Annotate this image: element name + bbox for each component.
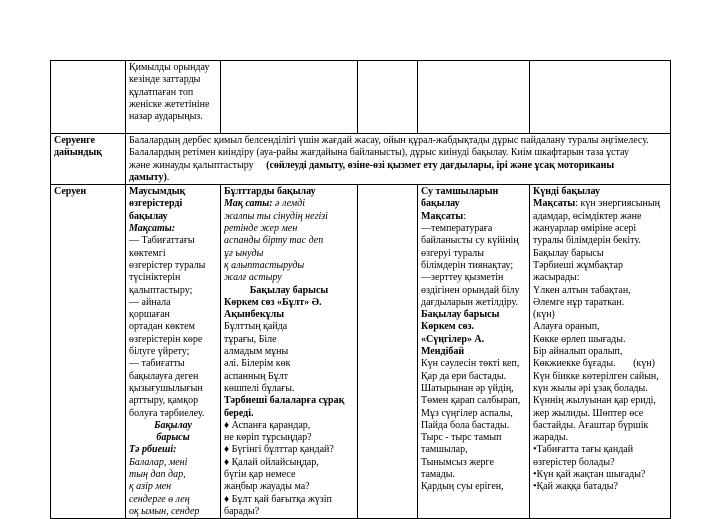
poem-line: Тынымсыз жерге [421, 456, 494, 468]
riddle-line: Бір айналып оралып, [533, 346, 623, 358]
goal-line [421, 211, 526, 223]
poem-line: Қардың суы еріген, [421, 481, 504, 493]
poem-heading: Көркем сөз. [421, 321, 475, 333]
table-cell [418, 61, 530, 134]
goal-line: білуге үйрету; [129, 346, 190, 358]
goal-line: — Табиғаттағы [129, 235, 195, 247]
goal-line: қоршаған [129, 309, 170, 321]
walk-seasonal-changes-cell [126, 185, 221, 519]
question-line: ♦ Бұлт қай бағытқа жүзіп [224, 493, 332, 505]
poem-line: Мұз сүңгілер аспалы, [421, 407, 513, 419]
goal-line: жалпы ты сінудің негізі [224, 210, 328, 222]
walk-sun-cell [530, 185, 671, 519]
teacher-line: Балалар, мені [129, 456, 188, 468]
activity-title-line: бақылау [421, 198, 460, 210]
goal-line: арттыру, қамқор [129, 395, 199, 407]
table-cell [221, 61, 358, 134]
observation-heading: барысы [156, 432, 190, 444]
goal-line: бақылауға деген [129, 370, 199, 382]
prep-period: . [166, 171, 170, 183]
goal-label: Мақсаты: [129, 223, 176, 235]
question-line: не көріп тұрсыңдар? [224, 432, 312, 444]
poem-line: аспанның Бұлт [224, 370, 289, 382]
goal-line: жалғ астыру [224, 272, 282, 284]
activity-title-line: Су тамшыларын [421, 186, 499, 198]
goal-line: — айнала [129, 296, 171, 308]
question-line: •Қай жаққа батады? [533, 481, 618, 493]
row-label-walk: Серуен [51, 185, 126, 519]
table-cell [126, 61, 221, 134]
teacher-line: оқ ымын, сендер [129, 505, 200, 517]
question-line: бүгін қар немесе [224, 469, 296, 481]
poem-line: тамады. [421, 469, 455, 481]
goal-line: қ алыптастыруды [224, 259, 305, 271]
poem-line: Пайда бола бастады. [421, 419, 510, 431]
cell-text-line: женіске жететініне [129, 98, 210, 110]
poem-heading: Көркем сөз «Бұлт» Ә. [224, 296, 322, 308]
questions-heading: береді. [224, 407, 254, 419]
teacher-line: сендерге ө лең [129, 493, 190, 505]
poem-heading: Ақынбекұлы [224, 309, 285, 321]
text-line: Күннің жылуынан қар ериді, [533, 395, 656, 407]
poem-line: Бұлттың қайда [224, 321, 288, 333]
riddle-line: Көкжиекке бұғады. (күн) [533, 358, 655, 370]
riddle-line: Әлемге нұр тараткан. [533, 296, 625, 308]
text-line: күн жылы әрі ұзақ болады. [533, 382, 648, 394]
cell-text-line: кезінде заттарды [129, 74, 201, 86]
goal-line: ортадан көктем [129, 321, 195, 333]
table-row [51, 185, 671, 519]
activity-title: Бұлттарды бақылау [224, 186, 316, 198]
text-line: Күн біикке көтерілген сайын, [533, 370, 659, 382]
teacher-label: Тә рбиеші: [129, 444, 177, 456]
goal-text: : күн энергиясының [575, 198, 660, 210]
goal-line: жануарлар өміріне әсері [533, 223, 637, 235]
question-line: •Күн қай жақтан шығады? [533, 469, 646, 481]
goal-line: —температураға [421, 223, 493, 235]
question-line: ♦ Аспанға қарандар, [224, 419, 311, 431]
goal-line: туралы білімдерін бекіту. [533, 235, 641, 247]
walk-clouds-cell [221, 185, 358, 519]
goal-line: болуға тәрбиелеу. [129, 407, 205, 419]
preparation-text-cell [126, 134, 671, 185]
goal-label: Мақ саты: [224, 198, 273, 210]
goal-text: ә лемді [275, 198, 306, 210]
poem-line: көшпелі бұлағы. [224, 382, 295, 394]
goal-line: —зерттеу қызметін [421, 272, 504, 284]
goal-line: өзгерістер туралы [129, 259, 206, 271]
goal-line: қалыптастыру; [129, 284, 193, 296]
question-line: өзгерістер болады? [533, 456, 615, 468]
goal-line: аспанды бірту тас деп [224, 235, 324, 247]
poem-line: Қар да ери бастады. [421, 370, 507, 382]
poem-line: тамшылар, [421, 444, 468, 456]
activity-title-line: бақылау [129, 210, 168, 222]
poem-line: Төмен қарап салбырап, [421, 395, 521, 407]
prep-text-line [129, 160, 667, 172]
table-row [51, 61, 671, 134]
prep-skills-note: (сөйлеуді дамыту, өзіне-өзі қызмет ету дағдылары, ірі және ұсақ моториканы [266, 159, 615, 171]
prep-skills-note-end: дамыту) [129, 171, 167, 183]
prep-text-line [129, 172, 667, 184]
riddle-answer: (күн) [533, 309, 555, 321]
question-line: •Табиғатта тағы қандай [533, 444, 634, 456]
teacher-line: қ азір мен [129, 481, 172, 493]
cell-text-line: назар аударыңыз. [129, 111, 203, 123]
table-cell [51, 61, 126, 134]
poem-heading: Мендібай [421, 346, 465, 358]
activity-title-line: Маусымдық [129, 186, 186, 198]
question-line: ♦ Бүгінгі бұлттар қандай? [224, 444, 334, 456]
goal-line: адамдар, өсімдіктер және [533, 210, 642, 222]
goal-line: өзгерістерін көре [129, 333, 203, 345]
poem-line: тұрағы, Біле [224, 333, 277, 345]
poem-line: Шатырынан әр үйдің, [421, 382, 514, 394]
daily-plan-table [50, 60, 671, 519]
riddle-line: Көкке өрлеп шығады. [533, 333, 626, 345]
goal-line: байланысты су күйінің [421, 235, 519, 247]
goal-line: дағдыларын жетілдіру. [421, 296, 519, 308]
observation-heading: Бақылау [154, 419, 192, 431]
poem-heading: «Сүңгілер» А. [421, 333, 485, 345]
table-cell [358, 61, 418, 134]
prep-text-line: Балалардың ретімен киіндіру (ауа-райы жағдайына байланысты), дұрыс киінуді бақылау. Киім шкафтарын таза ұстау [129, 147, 629, 159]
observation-heading: Бақылау барысы [421, 309, 500, 321]
observation-heading: Бақылау барысы [249, 284, 329, 296]
goal-line: ұғ ынуды [224, 247, 264, 259]
poem-line: Күн сәулесін төкті кеп, [421, 358, 520, 370]
poem-line: әлі. Білерім көк [224, 358, 291, 370]
goal-line: жасырады: [533, 272, 580, 284]
prep-text-line: Балалардың дербес қимыл белсенділігі үшін жағдай жасау, ойын құрал-жабдықтады дұрыс пайдалану туралы әңгімелесу. [129, 135, 649, 146]
goal-line: көктемгі [129, 247, 166, 259]
walk-water-drops-cell [418, 185, 530, 519]
goal-line: өзгеруі туралы [421, 247, 484, 259]
activity-title-line: өзгерістерді [129, 198, 183, 210]
teacher-line: тың дап дар, [129, 469, 186, 481]
text-line: бастайды. Ағаштар бүршік [533, 419, 649, 431]
table-row [51, 134, 671, 185]
goal-line: Бақылау барысы [533, 247, 604, 259]
poem-line: алмадым мұны [224, 346, 289, 358]
goal-line: қызығушылығын [129, 382, 203, 394]
poem-line: Тырс - тырс тамып [421, 432, 502, 444]
riddle-line: Алауға оранып, [533, 321, 600, 333]
question-line: жаңбыр жауады ма? [224, 481, 310, 493]
question-line: барады? [224, 505, 260, 517]
goal-label: Мақсаты [533, 198, 576, 210]
table-cell [530, 61, 671, 134]
activity-title: Күнді бақылау [533, 186, 601, 198]
riddle-line: Үлкен алтын табақтан, [533, 284, 631, 296]
goal-line: — табиғатты [129, 358, 185, 370]
goal-line: ретінде жер мен [224, 223, 298, 235]
goal-line [224, 198, 354, 210]
goal-line [533, 198, 667, 210]
cell-text-line: құлатпаған топ [129, 86, 194, 98]
goal-line: өздігінен орындай білу [421, 284, 520, 296]
row-label-preparation [51, 134, 126, 185]
goal-label: Мақсаты [421, 210, 464, 222]
row-label-line: дайындық [54, 147, 103, 159]
prep-text-segment: және жинауды қалыптастыру [129, 159, 254, 171]
row-label-line: Серуенге [54, 135, 95, 146]
goal-line: білімдерін тиянақтау; [421, 259, 514, 271]
goal-colon: : [463, 210, 467, 222]
text-line: жарады. [533, 432, 569, 444]
table-cell [358, 185, 418, 519]
questions-heading: Тәрбиеші балаларға сұрақ [224, 395, 345, 407]
cell-text-line: Қимылды орындау [129, 62, 210, 73]
question-line: ♦ Қалай ойлайсыңдар, [224, 456, 319, 468]
text-line: жер жылиды. Шөптер өсе [533, 407, 644, 419]
goal-line: Тәрбиеші жұмбақтар [533, 259, 623, 271]
goal-line: түсініктерін [129, 272, 181, 284]
